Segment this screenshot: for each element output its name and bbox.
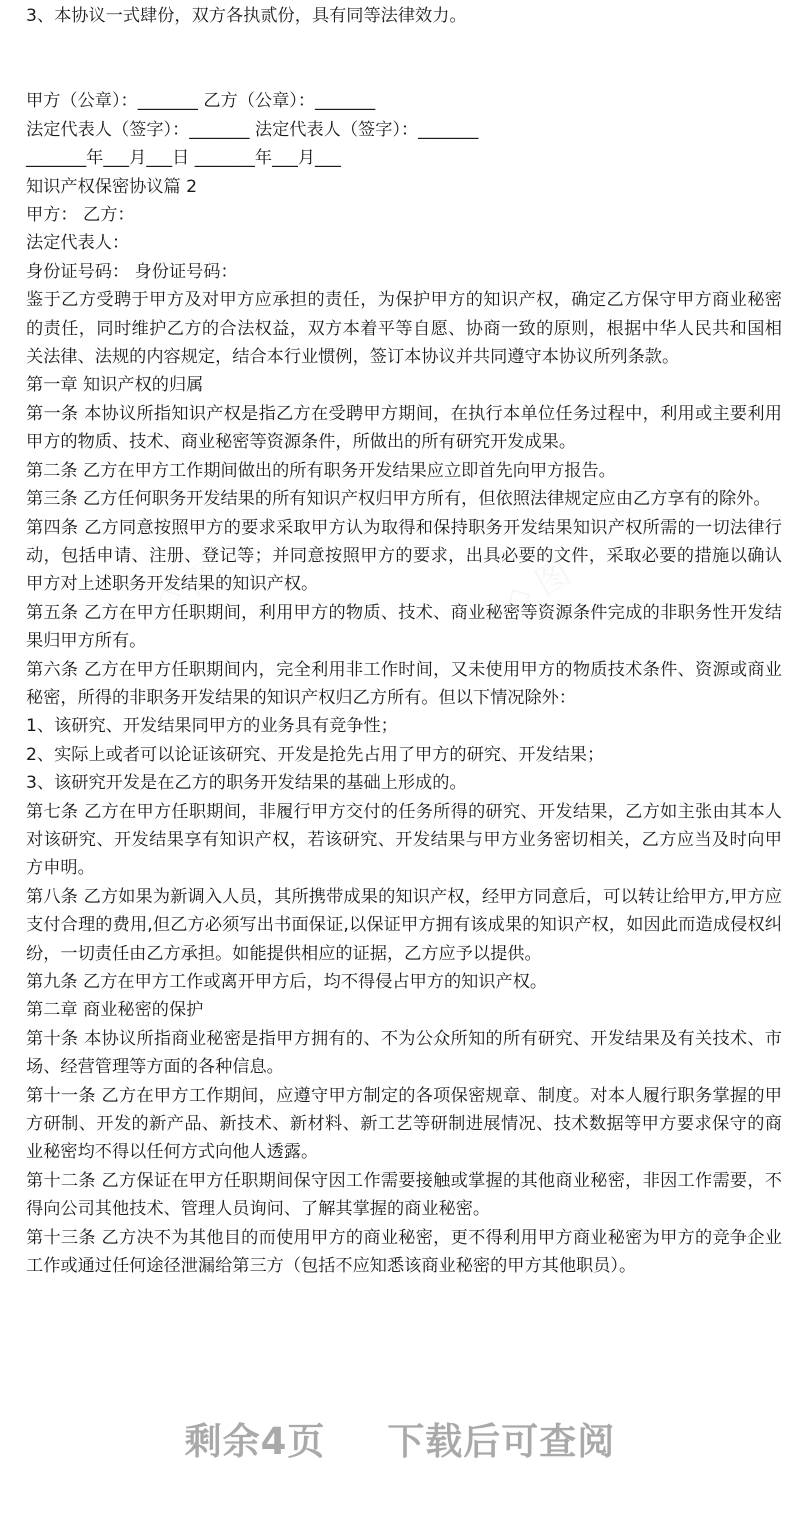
representative-line: 法定代表人： <box>26 233 130 254</box>
article-paragraph: 第十三条 乙方决不为其他目的而使用甲方的商业秘密，更不得利用甲方商业秘密为甲方的竞争企业工作或通过任何途径泄漏给第三方（包括不应知悉该商业秘密的甲方其他职员）。 <box>26 1227 782 1277</box>
article-paragraph: 第十二条 乙方保证在甲方任职期间保守因工作需要接触或掌握的其他商业秘密，非因工作需要，不得向公司其他技术、管理人员询问、了解其掌握的商业秘密。 <box>26 1170 782 1220</box>
signature-representative-line: 法定代表人（签字）：_______ 法定代表人（签字）：_______ <box>26 119 479 140</box>
clause-copies: 3、本协议一式肆份，双方各执贰份，具有同等法律效力。 <box>26 6 467 26</box>
article-paragraph: 第二条 乙方在甲方工作期间做出的所有职务开发结果应立即首先向甲方报告。 <box>26 460 616 481</box>
article-paragraph: 第七条 乙方在甲方任职期间，非履行甲方交付的任务所得的研究、开发结果，乙方如主张由其本人对该研究、开发结果享有知识产权，若该研究、开发结果与甲方业务密切相关，乙方应当及时向甲方申明。 <box>26 801 782 879</box>
article-paragraph: 第五条 乙方在甲方任职期间，利用甲方的物质、技术、商业秘密等资源条件完成的非职务性开发结果归甲方所有。 <box>26 602 782 652</box>
remaining-pages-label: 剩余4页 <box>184 1420 326 1463</box>
article-paragraph: 第三条 乙方任何职务开发结果的所有知识产权归甲方所有，但依照法律规定应由乙方享有的除外。 <box>26 489 771 510</box>
preamble-paragraph: 鉴于乙方受聘于甲方及对甲方应承担的责任，为保护甲方的知识产权，确定乙方保守甲方商业秘密的责任，同时维护乙方的合法权益，双方本着平等自愿、协商一致的原则，根据中华人民共和国相关法律、法规的内容规定，结合本行业惯例，签订本协议并共同遵守本协议所列条款。 <box>26 290 782 368</box>
chapter-heading: 第二章 商业秘密的保护 <box>26 1000 204 1021</box>
article-paragraph: 第八条 乙方如果为新调入人员，其所携带成果的知识产权，经甲方同意后，可以转让给甲方,甲方应支付合理的费用,但乙方必须写出书面保证,以保证甲方拥有该成果的知识产权，如因此而造成侵权纠纷，一切责任由乙方承担。如能提供相应的证据，乙方应予以提供。 <box>26 886 782 964</box>
spacer <box>26 30 782 87</box>
list-item: 3、该研究开发是在乙方的职务开发结果的基础上形成的。 <box>26 773 467 794</box>
watermark-icon: ◇ 图 <box>146 552 228 623</box>
article-paragraph: 第十一条 乙方在甲方工作期间，应遵守甲方制定的各项保密规章、制度。对本人履行职务掌握的甲方研制、开发的新产品、新技术、新材料、新工艺等研制进展情况、技术数据等甲方要求保守的商业秘密均不得以任何方式向他人透露。 <box>26 1085 782 1163</box>
download-to-view-label[interactable]: 下载后可查阅 <box>387 1420 616 1463</box>
document-body <box>26 2 782 1280</box>
download-banner[interactable] <box>0 1412 800 1472</box>
article-paragraph: 第十条 本协议所指商业秘密是指甲方拥有的、不为公众所知的所有研究、开发结果及有关技术、市场、经营管理等方面的各种信息。 <box>26 1028 782 1078</box>
article-paragraph: 第九条 乙方在甲方工作或离开甲方后，均不得侵占甲方的知识产权。 <box>26 972 548 992</box>
signature-date-line: _______年___月___日 _______年___月___ <box>26 148 341 169</box>
list-item: 1、该研究、开发结果同甲方的业务具有竞争性； <box>26 716 398 737</box>
article-paragraph: 第六条 乙方在甲方任职期间内，完全利用非工作时间，又未使用甲方的物质技术条件、资源或商业秘密，所得的非职务开发结果的知识产权归乙方所有。但以下情况除外： <box>26 659 782 708</box>
article-paragraph: 第一条 本协议所指知识产权是指乙方在受聘甲方期间，在执行本单位任务过程中，利用或主要利用甲方的物质、技术、商业秘密等资源条件，所做出的所有研究开发成果。 <box>26 403 782 453</box>
article-paragraph: 第四条 乙方同意按照甲方的要求采取甲方认为取得和保持职务开发结果知识产权所需的一切法律行动，包括申请、注册、登记等；并同意按照甲方的要求，出具必要的文件，采取必要的措施以确认甲方对上述职务开发结果的知识产权。 <box>26 517 782 595</box>
section-title: 知识产权保密协议篇 2 <box>26 176 198 197</box>
signature-seal-line: 甲方（公章）：_______ 乙方（公章）：_______ <box>26 91 376 112</box>
list-item: 2、实际上或者可以论证该研究、开发是抢先占用了甲方的研究、开发结果； <box>26 744 605 765</box>
party-line: 甲方： 乙方： <box>26 205 135 226</box>
watermark-icon: ◇ 图 <box>496 552 578 623</box>
chapter-heading: 第一章 知识产权的归属 <box>26 375 204 396</box>
id-number-line: 身份证号码： 身份证号码： <box>26 261 238 282</box>
